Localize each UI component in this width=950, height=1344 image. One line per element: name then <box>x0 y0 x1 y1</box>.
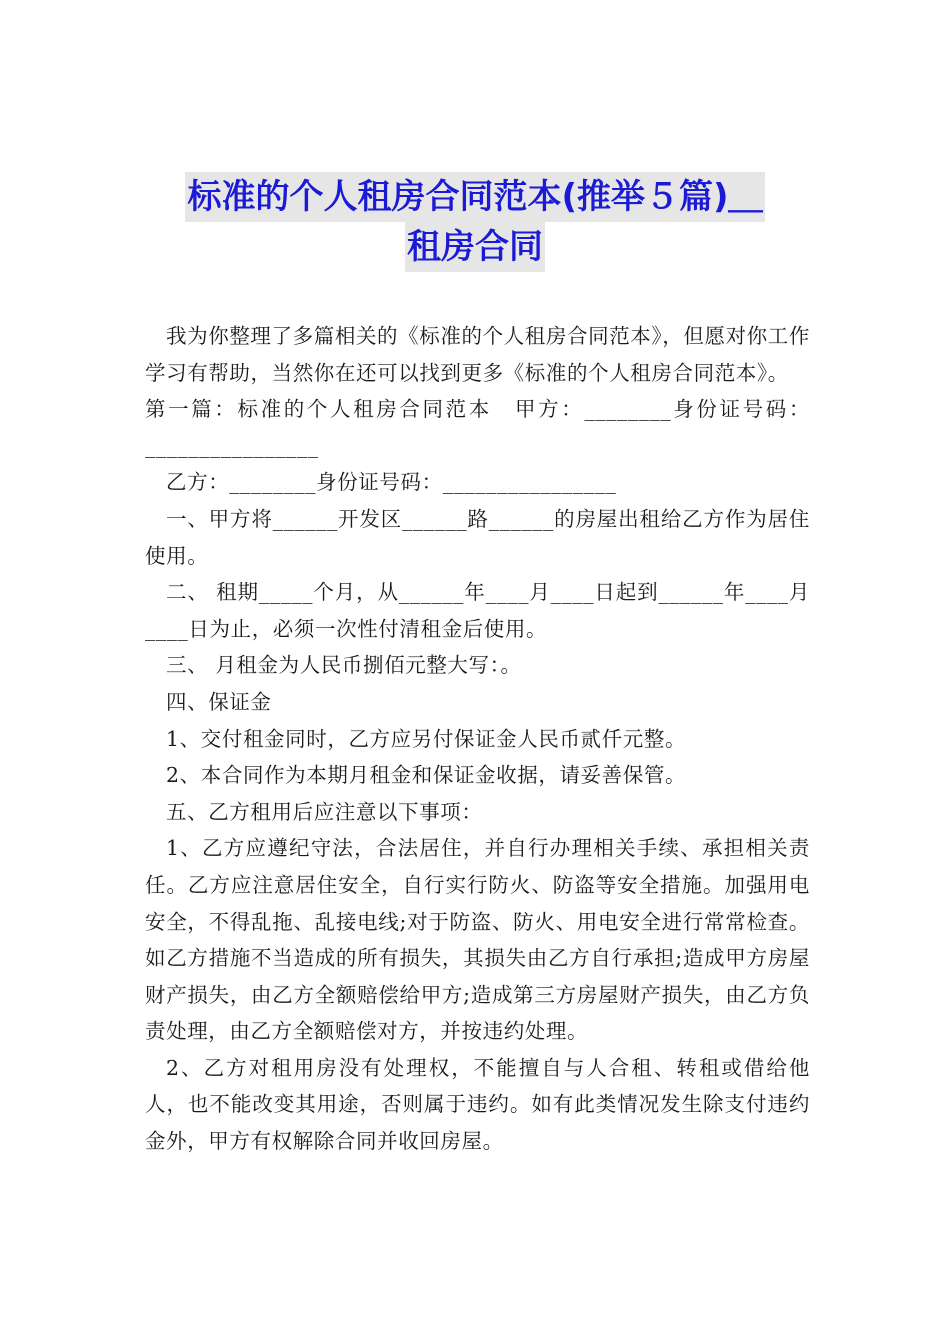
clause-5-heading: 五、乙方租用后应注意以下事项： <box>166 799 483 824</box>
clause-1-paragraph: 一、甲方将______开发区______路______的房屋出租给乙方作为居住使用。 <box>145 506 810 568</box>
clause-2-paragraph: 二、 租期_____个月，从______年____月____日起到______年____月____日为止，必须一次性付清租金后使用。 <box>145 580 810 641</box>
clause-5-item-1: 1、乙方应遵纪守法，合法居住，并自行办理相关手续、承担相关责任。乙方应注意居住安全，自行实行防火、防盗等安全措施。加强用电安全，不得乱拖、乱接电线;对于防盗、防火、用电安全进行常常检查。如乙方措施不当造成的所有损失，其损失由乙方自行承担;造成甲方房屋财产损失，由乙方全额赔偿给甲方;造成第三方房屋财产损失，由乙方负责处理，由乙方全额赔偿对方，并按违约处理。 <box>145 836 810 1044</box>
clause-4-heading: 四、保证金 <box>166 689 272 714</box>
clause-4-item-1: 1、交付租金同时，乙方应另付保证金人民币贰仟元整。 <box>166 726 687 751</box>
document-title <box>140 172 810 272</box>
title-line-1: 标准的个人租房合同范本(推举５篇)＿ <box>185 172 764 222</box>
intro-paragraph: 我为你整理了多篇相关的《标准的个人租房合同范本》，但愿对你工作学习有帮助，当然你在还可以找到更多《标准的个人租房合同范本》。 <box>145 324 810 385</box>
clause-4-item-2: 2、本合同作为本期月租金和保证金收据，请妥善保管。 <box>166 763 687 788</box>
party-b-paragraph: 乙方：________身份证号码：________________ <box>166 470 617 495</box>
clause-5-item-2: 2、乙方对租用房没有处理权，不能擅自与人合租、转租或借给他人，也不能改变其用途，否则属于违约。如有此类情况发生除支付违约金外，甲方有权解除合同并收回房屋。 <box>145 1055 810 1154</box>
clause-3-paragraph: 三、 月租金为人民币捌佰元整大写：。 <box>166 653 522 678</box>
document-body <box>145 318 810 1160</box>
title-line-2: 租房合同 <box>405 222 545 272</box>
section-one-header-paragraph: 第一篇：标准的个人租房合同范本 甲方：________身份证号码：________________ <box>145 397 810 458</box>
